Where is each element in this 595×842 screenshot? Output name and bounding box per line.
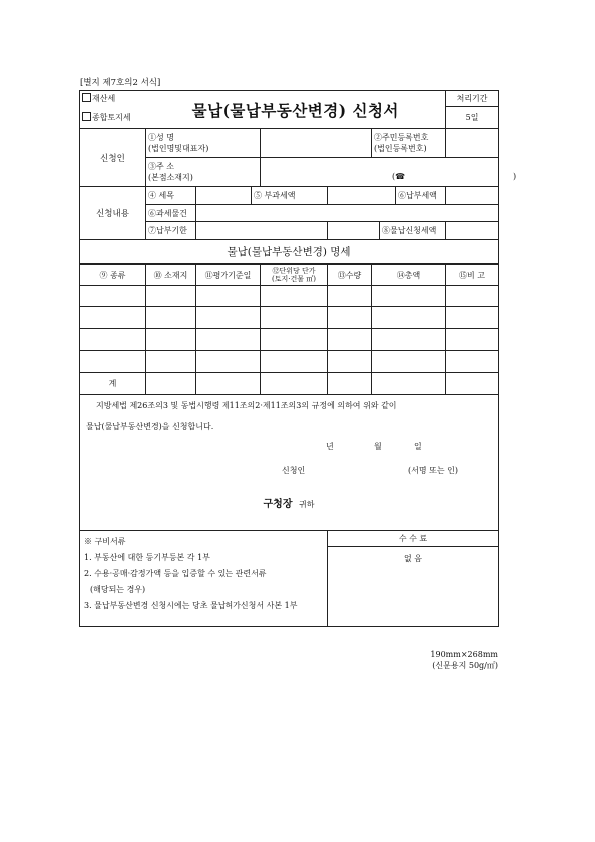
form-title: 물납(물납부동산변경) 신청서: [146, 91, 446, 129]
payable-tax-field[interactable]: [446, 187, 499, 205]
detail-col-total: ⑭총액: [372, 265, 446, 286]
detail-col-remarks: ⑮비 고: [446, 265, 499, 286]
table-row[interactable]: [80, 351, 499, 373]
form-table: [79, 90, 517, 264]
date-line: [86, 441, 492, 465]
year-label: 년: [326, 442, 334, 451]
detail-header-row: [80, 265, 499, 286]
fee-label: 수 수 료: [328, 531, 499, 547]
id-label: ②주민등록번호 (법인등록번호): [372, 129, 446, 158]
request-amount-row: [328, 222, 446, 240]
day-label: 일: [414, 442, 422, 451]
phone-prefix: (☎: [392, 172, 406, 181]
request-amount-label: ⑧물납신청세액: [380, 222, 446, 239]
tax-object-label: ⑥과세물건: [146, 205, 196, 222]
assessed-tax-field[interactable]: [328, 187, 396, 205]
payable-tax-label: ⑥납부세액: [396, 187, 446, 205]
fee-value: 없 음: [328, 547, 499, 627]
tax-item-field[interactable]: [196, 187, 252, 204]
checkbox-icon[interactable]: [82, 112, 91, 121]
detail-table: [79, 264, 499, 627]
assessed-tax-label: ⑤ 부과세액: [254, 191, 296, 200]
total-label: 계: [80, 373, 146, 395]
tax-option-land[interactable]: 종합토지세: [80, 107, 146, 129]
request-amount-field[interactable]: [446, 222, 499, 240]
detail-col-location: ⑩ 소재지: [146, 265, 196, 286]
detail-col-unit-price: ⑫단위당 단가 (토지·건물 ㎡): [261, 265, 328, 286]
due-date-label: ⑦납부기한: [146, 222, 196, 240]
address-label: ③주 소 (본점소재지): [146, 158, 261, 187]
month-label: 월: [374, 442, 382, 451]
address-field[interactable]: [261, 158, 517, 187]
processing-period-label: 처리기간: [446, 91, 499, 107]
statement-line-2: 물납(물납부동산변경)을 신청합니다.: [86, 422, 214, 431]
application-form: [79, 90, 517, 627]
detail-col-quantity: ⑬수량: [328, 265, 372, 286]
phone-suffix: ): [513, 172, 517, 181]
tax-option-property[interactable]: 재산세: [80, 91, 146, 107]
paper-size: 190mm×268mm: [430, 650, 498, 659]
form-reference: [별지 제7호의2 서식]: [80, 78, 161, 88]
checkbox-icon[interactable]: [82, 93, 91, 102]
detail-title: 물납(물납부동산변경) 명세: [80, 240, 499, 264]
tax-object-field[interactable]: [196, 205, 499, 222]
recipient-line: [86, 495, 492, 510]
applicant-section-label: 신청인: [80, 129, 146, 187]
required-documents: ※ 구비서류 1. 부동산에 대한 등기부등본 각 1부 2. 수용·공매·감정가액 등을 입증할 수 있는 관련서류 (해당되는 경우) 3. 물납부동산변경 신청시에는 당초 물납허가신청서 사본 1부: [80, 531, 328, 627]
detail-col-kind: ⑨ 종류: [80, 265, 146, 286]
id-field[interactable]: [446, 129, 499, 158]
recipient-suffix: 귀하: [299, 500, 315, 509]
signature-label: (서명 또는 인): [408, 466, 458, 475]
total-row[interactable]: [80, 373, 499, 395]
name-field[interactable]: [261, 129, 372, 158]
table-row[interactable]: [80, 286, 499, 307]
due-date-field[interactable]: [196, 222, 328, 240]
tax-item-row: [196, 187, 328, 205]
statement-block: [80, 395, 499, 531]
detail-col-eval-date: ⑪평가기준일: [196, 265, 261, 286]
table-row[interactable]: [80, 329, 499, 351]
name-label: ①성 명 (법인명및대표자): [146, 129, 261, 158]
table-row[interactable]: [80, 307, 499, 329]
signer-line: [86, 465, 492, 495]
application-section-label: 신청내용: [80, 187, 146, 240]
signer-label: 신청인: [282, 466, 306, 475]
processing-period-value: 5일: [446, 107, 499, 129]
paper-type: (신문용지 50g/㎡): [432, 661, 498, 670]
spacer: [328, 222, 380, 239]
tax-item-label: ④ 세목: [146, 187, 196, 205]
recipient: 구청장: [263, 499, 293, 510]
statement-line-1: 지방세법 제26조의3 및 동법시행령 제11조의2·제11조의3의 규정에 의하여 위와 같이: [96, 401, 397, 410]
